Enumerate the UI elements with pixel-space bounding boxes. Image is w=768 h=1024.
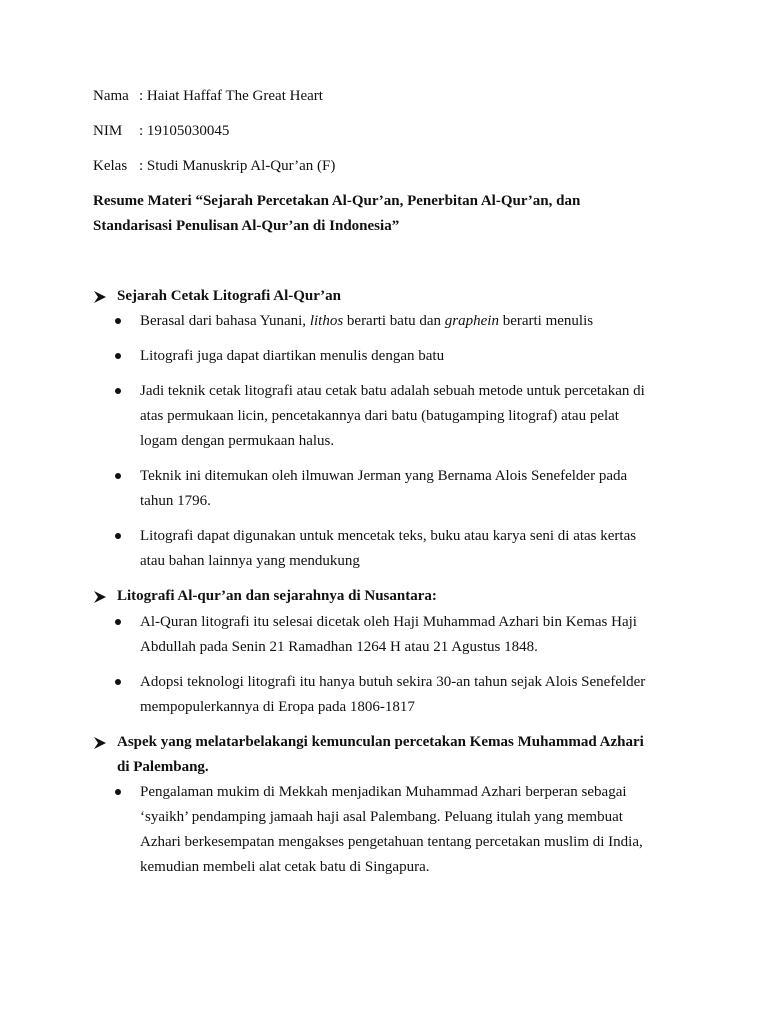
bullet-text: Al-Quran litografi itu selesai dicetak oleh Haji Muhammad Azhari bin Kemas Haji: [140, 614, 637, 630]
nim-value: : 19105030045: [139, 123, 230, 139]
arrow-bullet-icon: [93, 290, 107, 304]
bullet-dot-icon: [115, 533, 121, 539]
bullet-text: Teknik ini ditemukan oleh ilmuwan Jerman yang Bernama Alois Senefelder pada: [140, 468, 628, 484]
bullet-text: mempopulerkannya di Eropa pada 1806-1817: [140, 699, 415, 715]
bullet-text: atau bahan lainnya yang mendukung: [140, 553, 360, 569]
bullet-text: Pengalaman mukim di Mekkah menjadikan Muhammad Azhari berperan sebagai: [140, 784, 627, 800]
bullet-text: Adopsi teknologi litografi itu hanya butuh sekira 30-an tahun sejak Alois Senefelder: [140, 674, 646, 690]
bullet-text: Abdullah pada Senin 21 Ramadhan 1264 H atau 21 Agustus 1848.: [140, 639, 538, 655]
bullet-text: atas permukaan licin, pencetakannya dari batu (batugamping litograf) atau pelat: [140, 408, 619, 424]
arrow-bullet-icon: [93, 590, 107, 604]
arrow-bullet-icon: [93, 736, 107, 750]
nama-value: : Haiat Haffaf The Great Heart: [139, 88, 323, 104]
section-heading: di Palembang.: [117, 759, 209, 775]
bullet-text: tahun 1796.: [140, 493, 211, 509]
bullet-dot-icon: [115, 619, 121, 625]
nama-label: Nama: [93, 88, 129, 104]
section-heading: Litografi Al-qur’an dan sejarahnya di Nusantara:: [117, 588, 437, 604]
bullet-text: ‘syaikh’ pendamping jamaah haji asal Palembang. Peluang itulah yang membuat: [140, 809, 623, 825]
section-heading: Aspek yang melatarbelakangi kemunculan percetakan Kemas Muhammad Azhari: [117, 734, 644, 750]
kelas-row: [93, 156, 335, 176]
nama-row: [93, 86, 323, 106]
bullet-text: Litografi juga dapat diartikan menulis dengan batu: [140, 348, 445, 364]
bullet-dot-icon: [115, 353, 121, 359]
nim-label: NIM: [93, 123, 123, 139]
kelas-value: : Studi Manuskrip Al-Qur’an (F): [139, 158, 336, 174]
bullet-dot-icon: [115, 388, 121, 394]
section-heading: Sejarah Cetak Litografi Al-Qur’an: [117, 288, 342, 304]
document-title-line-2: Standarisasi Penulisan Al-Qur’an di Indonesia”: [93, 218, 400, 234]
bullet-dot-icon: [115, 473, 121, 479]
bullet-text: Litografi dapat digunakan untuk mencetak teks, buku atau karya seni di atas kertas: [140, 528, 637, 544]
kelas-label: Kelas: [93, 158, 128, 174]
bullet-dot-icon: [115, 318, 121, 324]
bullet-dot-icon: [115, 789, 121, 795]
bullet-text: Berasal dari bahasa Yunani, lithos berarti batu dan graphein berarti menulis: [140, 313, 594, 329]
bullet-text: logam dengan permukaan halus.: [140, 433, 335, 449]
nim-row: [93, 121, 229, 141]
bullet-dot-icon: [115, 679, 121, 685]
document-title-line-1: Resume Materi “Sejarah Percetakan Al-Qur’an, Penerbitan Al-Qur’an, dan: [93, 193, 581, 209]
bullet-text: Jadi teknik cetak litografi atau cetak batu adalah sebuah metode untuk percetakan di: [140, 383, 645, 399]
bullet-text: kemudian membeli alat cetak batu di Singapura.: [140, 859, 430, 875]
bullet-text: Azhari berkesempatan mengakses pengetahuan tentang percetakan muslim di India,: [140, 834, 643, 850]
